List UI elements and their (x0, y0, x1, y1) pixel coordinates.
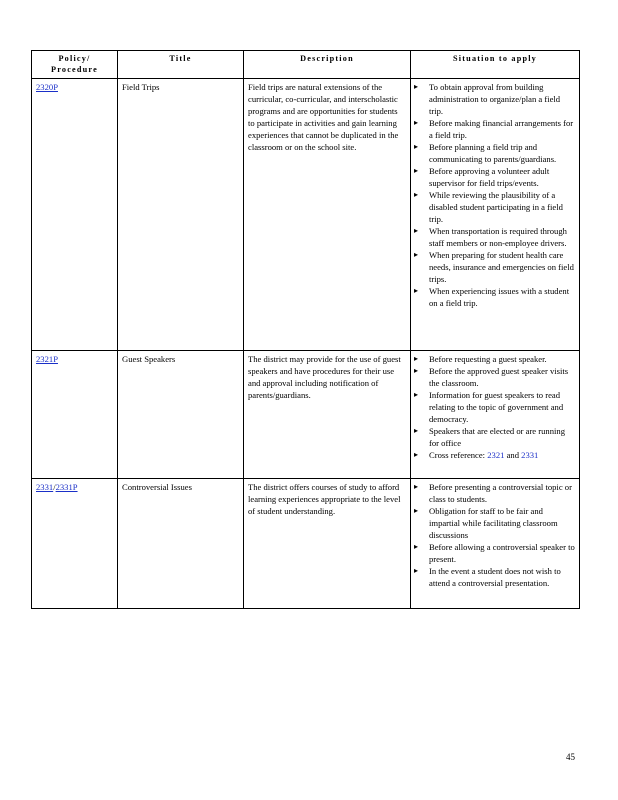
description-cell: Field trips are natural extensions of the curricular, co-curricular, and interscholastic programs and are opportunities for students to participate in activities and gain learning experiences that cannot be duplicated in the classroom or on the school site. (244, 79, 411, 351)
page-number: 45 (566, 752, 575, 762)
header-description: Description (244, 51, 411, 79)
header-title: Title (118, 51, 244, 79)
table-row (32, 479, 580, 609)
policy-link-2320p[interactable]: 2320P (36, 82, 58, 92)
list-item: ▸ Speakers that are elected or are running for office (415, 425, 575, 449)
policy-cell (32, 479, 118, 609)
list-item: ▸ Before approving a volunteer adult supervisor for field trips/events. (415, 165, 575, 189)
policy-table (31, 50, 580, 609)
header-row (32, 51, 580, 79)
situation-cell (411, 79, 580, 351)
situation-list (415, 81, 575, 309)
policy-link-2321p[interactable]: 2321P (36, 354, 58, 364)
list-item: ▸ Before allowing a controversial speaker to present. (415, 541, 575, 565)
cross-reference-joiner: and (506, 450, 519, 460)
list-item: ▸ When preparing for student health care needs, insurance and emergencies on field trips. (415, 249, 575, 285)
policy-cell (32, 79, 118, 351)
cross-reference-2321[interactable]: 2321 (487, 450, 505, 460)
situation-list (415, 353, 575, 461)
title-cell: Controversial Issues (118, 479, 244, 609)
list-item: ▸ When experiencing issues with a student on a field trip. (415, 285, 575, 309)
list-item: ▸ Before planning a field trip and communicating to parents/guardians. (415, 141, 575, 165)
policy-cell (32, 351, 118, 479)
list-item: ▸ To obtain approval from building administration to organize/plan a field trip. (415, 81, 575, 117)
description-cell: The district offers courses of study to afford learning experiences appropriate to the level of student understanding. (244, 479, 411, 609)
title-cell: Field Trips (118, 79, 244, 351)
title-cell: Guest Speakers (118, 351, 244, 479)
policy-link-2331[interactable]: 2331 (36, 482, 54, 492)
cross-reference-item (415, 449, 575, 461)
header-situation: Situation to apply (411, 51, 580, 79)
situation-list (415, 481, 575, 589)
list-item: ▸ Before making financial arrangements for a field trip. (415, 117, 575, 141)
list-item: ▸ Information for guest speakers to read relating to the topic of government and democracy. (415, 389, 575, 425)
table-row (32, 351, 580, 479)
list-item: ▸ Before the approved guest speaker visits the classroom. (415, 365, 575, 389)
header-policy: Policy/ Procedure (32, 51, 118, 79)
list-item: ▸ Before presenting a controversial topic or class to students. (415, 481, 575, 505)
list-item: ▸ While reviewing the plausibility of a disabled student participating in a field trip. (415, 189, 575, 225)
situation-cell (411, 479, 580, 609)
list-item: ▸ In the event a student does not wish to attend a controversial presentation. (415, 565, 575, 589)
cross-reference-label: Cross reference: (429, 450, 486, 460)
table-row (32, 79, 580, 351)
link-separator: / (53, 482, 56, 492)
list-item: ▸ When transportation is required through staff members or non-employee drivers. (415, 225, 575, 249)
list-item: ▸ Before requesting a guest speaker. (415, 353, 575, 365)
cross-reference-2331[interactable]: 2331 (521, 450, 539, 460)
description-cell: The district may provide for the use of guest speakers and have procedures for their use and approval including notification of parents/guardians. (244, 351, 411, 479)
list-item: ▸ Obligation for staff to be fair and impartial while facilitating classroom discussions (415, 505, 575, 541)
situation-cell (411, 351, 580, 479)
policy-link-2331p[interactable]: 2331P (55, 482, 78, 492)
